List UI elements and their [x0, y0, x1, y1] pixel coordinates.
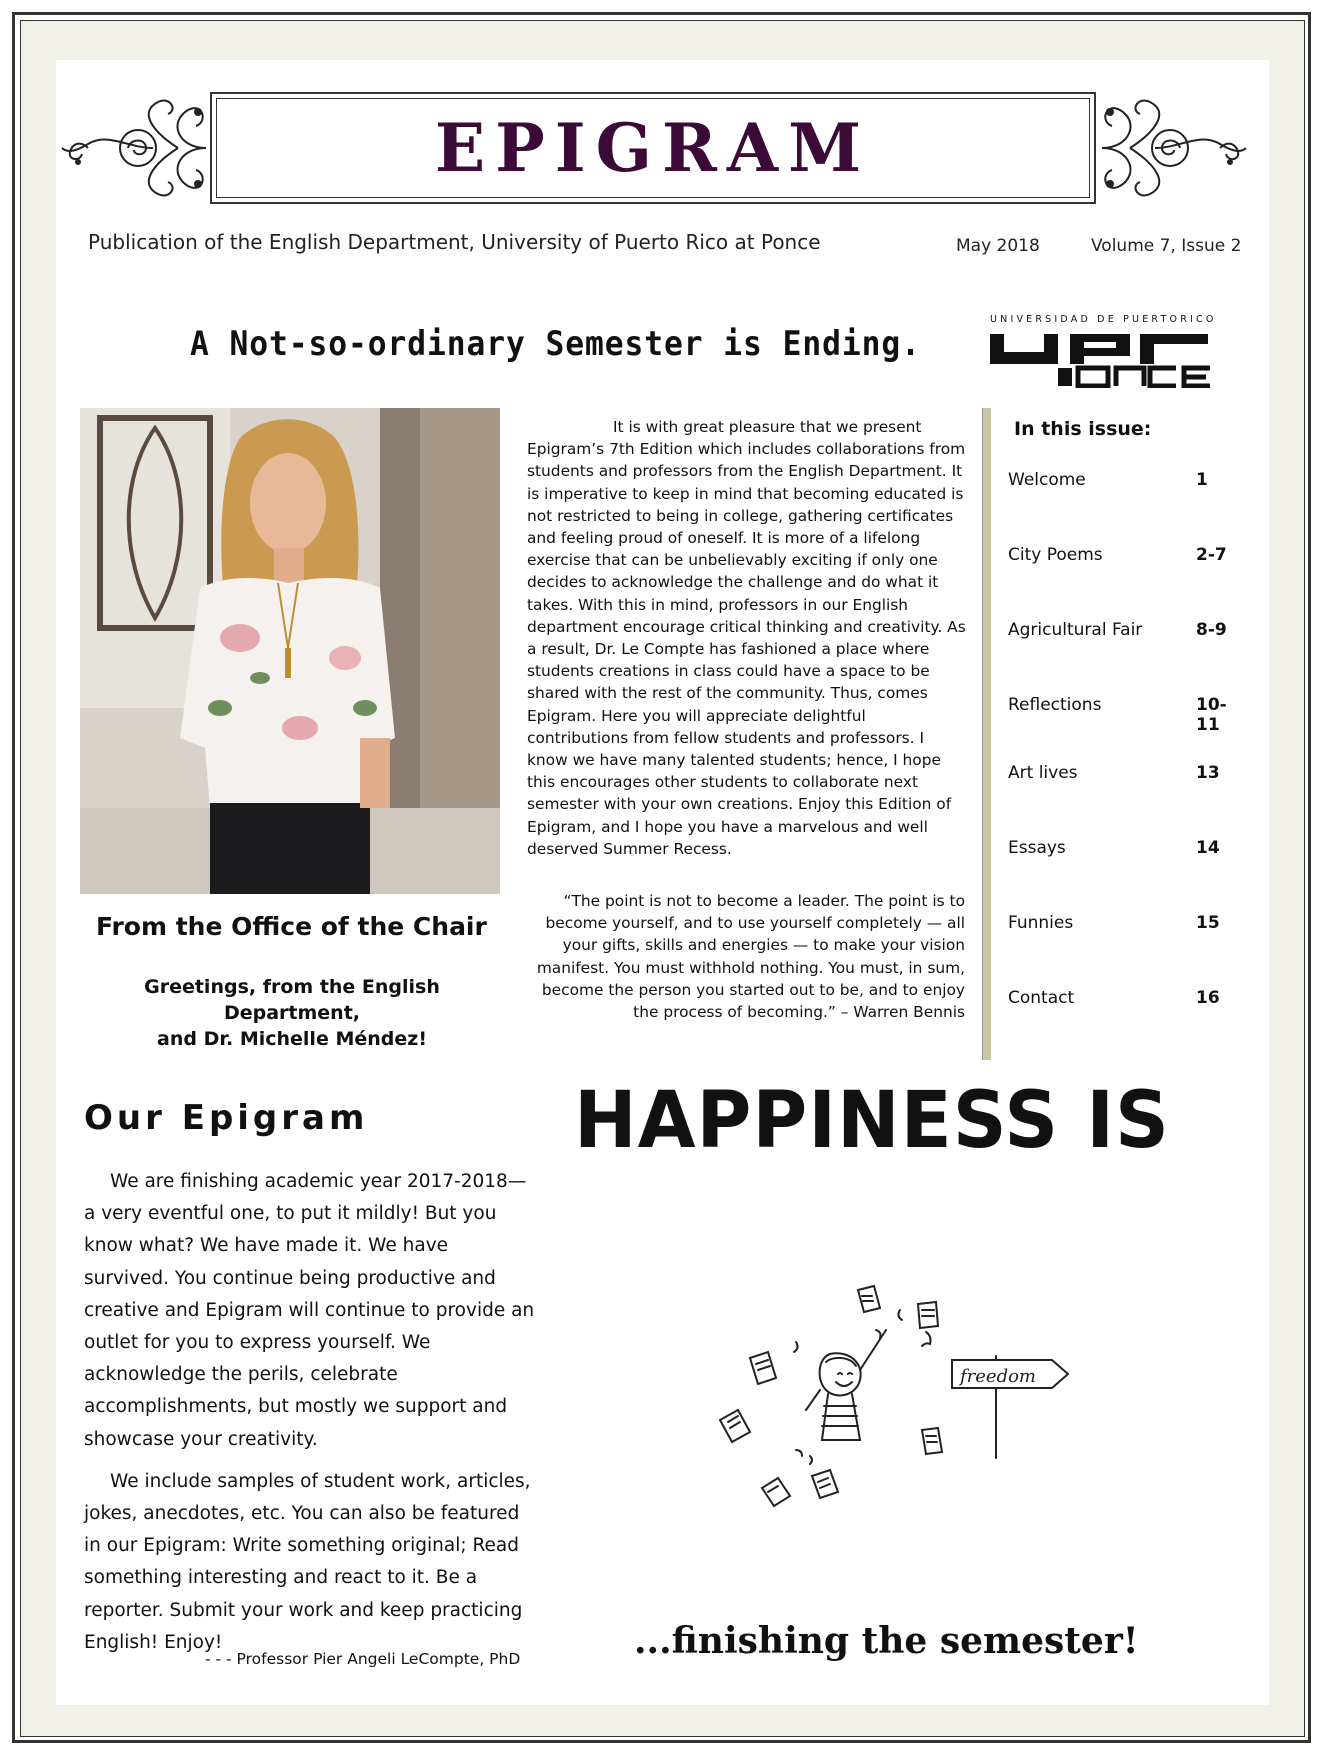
- toc-item-page: 13: [1196, 763, 1220, 783]
- toc-item-page: 2-7: [1196, 545, 1227, 565]
- author-signature: - - - Professor Pier Angeli LeCompte, PhD: [205, 1650, 521, 1668]
- toc-item[interactable]: [1008, 838, 1248, 858]
- toc-item[interactable]: [1008, 545, 1248, 565]
- freedom-doodle-illustration: [700, 1270, 1080, 1540]
- right-flourish-ornament: [1100, 92, 1250, 204]
- logo-top-text: UNIVERSIDAD DE PUERTORICO: [990, 314, 1217, 325]
- happiness-caption: ...finishing the semester!: [634, 1620, 1139, 1662]
- toc-item-label: Welcome: [1008, 470, 1086, 490]
- freedom-sign-text: freedom: [960, 1366, 1036, 1387]
- toc-item-label: Contact: [1008, 988, 1075, 1008]
- publication-line: Publication of the English Department, University of Puerto Rico at Ponce: [88, 230, 821, 254]
- toc-item[interactable]: [1008, 763, 1248, 783]
- toc-item-label: Agricultural Fair: [1008, 620, 1143, 640]
- toc-item-label: Reflections: [1008, 695, 1102, 715]
- issue-date: May 2018: [956, 236, 1040, 256]
- upr-ponce-logo: [988, 314, 1240, 388]
- toc-item-page: 1: [1196, 470, 1208, 490]
- toc-item[interactable]: [1008, 470, 1248, 490]
- toc-item-label: Funnies: [1008, 913, 1074, 933]
- toc-heading: In this issue:: [1014, 418, 1152, 440]
- toc-item[interactable]: [1008, 620, 1248, 640]
- chair-heading: From the Office of the Chair: [96, 912, 487, 941]
- toc-item-label: Essays: [1008, 838, 1066, 858]
- chair-photo: [80, 408, 500, 894]
- toc-item-label: City Poems: [1008, 545, 1103, 565]
- toc-item[interactable]: [1008, 913, 1248, 933]
- masthead-title: EPIGRAM: [434, 109, 872, 187]
- sidebar-divider: [982, 408, 991, 1060]
- toc-item-page: 16: [1196, 988, 1220, 1008]
- toc-item-page: 8-9: [1196, 620, 1227, 640]
- toc-item-label: Art lives: [1008, 763, 1078, 783]
- our-epigram-paragraph: We are finishing academic year 2017-2018—a very eventful one, to put it mildly! But you know what? We have made it. We have survived. You continue being productive and creative and Epigram will continue to provide an outlet for you to express yourself. We acknowledge the perils, celebrate accomplishments, but mostly we support and showcase your creativity.: [84, 1171, 535, 1450]
- warren-bennis-quote: “The point is not to become a leader. The point is to become yourself, and to use yourself completely — all your gifts, skills and energies — to make your vision manifest. You must withhold nothing. You must, in sum, become the person you started out to be, and to enjoy the process of becoming.” – Warren Bennis: [536, 892, 965, 1022]
- masthead-box: [210, 92, 1096, 204]
- toc-item-page: 10-11: [1196, 695, 1227, 735]
- toc-item[interactable]: [1008, 988, 1248, 1008]
- chair-greeting-line1: Greetings, from the English Department,: [144, 976, 440, 1024]
- toc-item-page: 14: [1196, 838, 1220, 858]
- toc-item[interactable]: [1008, 695, 1248, 735]
- left-flourish-ornament: [58, 92, 208, 204]
- intro-article: [527, 416, 967, 860]
- our-epigram-heading: Our Epigram: [84, 1098, 369, 1138]
- chair-greeting: [80, 974, 504, 1052]
- our-epigram-body: [84, 1166, 536, 1669]
- happiness-heading: HAPPINESS IS: [574, 1076, 1170, 1166]
- chair-greeting-line2: and Dr. Michelle Méndez!: [157, 1028, 427, 1050]
- intro-text: It is with great pleasure that we present Epigram’s 7th Edition which includes collaborations from students and professors from the English Department. It is imperative to keep in mind that becoming educated is not restricted to being in college, gathering certificates and feeling proud of oneself. It is more of a lifelong exercise that can be unbelievably exciting if only one decides to acknowledge the challenge and do what it takes. With this in mind, professors in our English department encourage critical thinking and creativity. As a result, Dr. Le Compte has fashioned a place where students creations in class could have a space to be shared with the rest of the community. Thus, comes Epigram. Here you will appreciate delightful contributions from fellow students and professors. I know we have many talented students; hence, I hope this encourages other students to collaborate next semester with your own creations. Enjoy this Edition of Epigram, and I hope you have a marvelous and well deserved Summer Recess.: [527, 418, 966, 858]
- page-headline: A Not-so-ordinary Semester is Ending.: [190, 324, 921, 364]
- issue-volume: Volume 7, Issue 2: [1091, 236, 1242, 256]
- our-epigram-paragraph: We include samples of student work, articles, jokes, anecdotes, etc. You can also be featured in our Epigram: Write something original; Read something interesting and react to it. Be a reporter. Submit your work and keep practicing English! Enjoy!: [84, 1470, 531, 1653]
- toc-item-page: 15: [1196, 913, 1220, 933]
- logo-mark: [988, 328, 1240, 388]
